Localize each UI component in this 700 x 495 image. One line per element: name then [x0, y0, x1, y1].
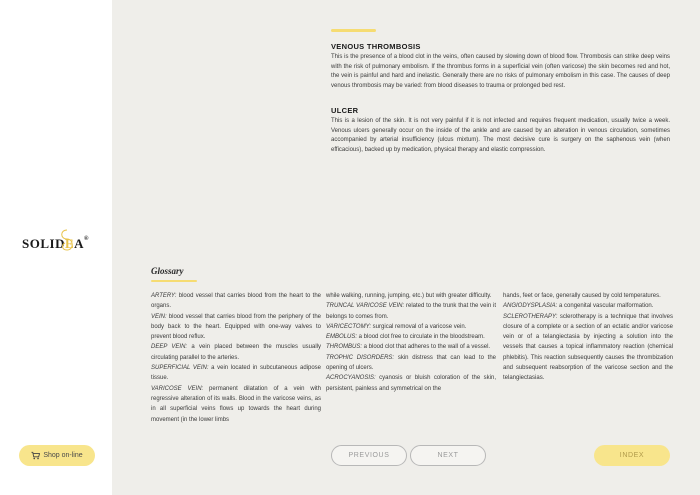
glossary-entry — [326, 322, 496, 332]
glossary-term: ACROCYANOSIS: — [326, 375, 376, 382]
glossary-entry — [151, 291, 321, 312]
glossary-column-3 — [503, 291, 673, 384]
glossary-term: EMBOLUS: — [326, 334, 358, 341]
glossary-entry — [151, 342, 321, 363]
glossary-entry — [503, 291, 673, 301]
glossary-term: TROPHIC DISORDERS: — [326, 354, 395, 361]
shop-online-button[interactable] — [19, 445, 95, 466]
glossary-definition: cyanosis or bluish coloration of the skin, persistent, painless and symmetrical on the — [326, 375, 496, 392]
glossary-definition: a vein located in subcutaneous adipose tissue. — [151, 365, 321, 382]
cart-icon — [31, 451, 40, 460]
glossary-definition: skin distress that can lead to the opening of ulcers. — [326, 354, 496, 372]
glossary-entry — [151, 312, 321, 343]
logo-text-prefix: SOLID — [22, 236, 65, 251]
glossary-rule — [151, 280, 197, 282]
glossary-entry — [503, 312, 673, 384]
glossary-entry — [326, 332, 496, 342]
previous-button[interactable]: PREVIOUS — [331, 445, 407, 466]
glossary-definition: while walking, running, jumping, etc.) but with greater difficulty. — [326, 293, 492, 299]
glossary-term: SUPERFICIAL VEIN: — [151, 365, 209, 372]
glossary-entry — [326, 342, 496, 352]
glossary-entry — [326, 373, 496, 394]
glossary-title: Glossary — [151, 266, 184, 276]
solidea-logo[interactable] — [22, 236, 89, 252]
glossary-definition: blood vessel that carries blood from the periphery of the body back to the heart. Equipped with one-way valves to prevent blood reflux. — [151, 313, 321, 341]
glossary-entry — [326, 291, 496, 301]
section-body: This is a lesion of the skin. It is not very painful if it is not infected and requires frequent medication, usually twice a week. Venous ulcers generally occur on the inside of the ankle and are caused by an alteration in venous circulation, sometimes accompanied by arterial insufficiency (ulcus mixtum). The most decisive cure is surgery on the saphenous vein (when efficacious), backed up by medication, physical therapy and elastic compression. — [331, 118, 670, 153]
section-title: VENOUS THROMBOSIS — [331, 42, 421, 51]
next-button[interactable]: NEXT — [410, 445, 486, 466]
glossary-definition: related to the trunk that the vein it belongs to comes from. — [326, 303, 496, 320]
index-button[interactable]: INDEX — [594, 445, 670, 466]
logo-swirl-icon — [56, 228, 78, 252]
shop-online-label: Shop on-line — [43, 452, 83, 459]
glossary-definition: a blood clot free to circulate in the bloodstream. — [357, 334, 485, 341]
logo-text-accent: E — [64, 236, 75, 251]
section-body: This is the presence of a blood clot in the veins, often caused by slowing down of blood flow. Thrombosis can strike deep veins with the risk of pulmonary embolism. If the thrombus forms in a superficial vein (often varicose) the skin becomes red and hot, the vein is painful and hard and inelastic. Generally there are no risks of pulmonary embolism in this case. The causes of deep venous thrombosis may be varied: from blood diseases to trauma or prolonged bed rest. — [331, 54, 670, 89]
glossary-term: THROMBUS: — [326, 344, 362, 351]
glossary-definition: sclerotherapy is a technique that involves closure of a complete or a section of an ectatic and/or varicose vein or of a telangiectasia by injecting a solution into the vessels that causes a topical inflammatory reaction (chemical phlebitis). This reaction subsequently causes the thrombization and subsequent reabsorption of the varicose section and the telangiectasias. — [503, 313, 673, 382]
logo-text-suffix: A — [74, 236, 85, 251]
section-ulcer — [331, 106, 670, 155]
glossary-entry — [151, 384, 321, 425]
section-venous-thrombosis — [331, 42, 670, 91]
registered-mark: ® — [84, 236, 90, 242]
glossary-term: SCLEROTHERAPY: — [503, 313, 558, 320]
glossary-definition: permanent dilatation of a vein with regressive alteration of its walls. Blood in the varicose veins, as in all superficial veins flows up towards the heart during movement (in the lower limbs — [151, 385, 321, 423]
glossary-definition: a vein placed between the muscles usually circulating parallel to the arteries. — [151, 344, 321, 361]
glossary-term: VARICOSE VEIN: — [151, 385, 204, 392]
glossary-definition: blood vessel that carries blood from the heart to the organs. — [151, 293, 321, 310]
glossary-term: DEEP VEIN: — [151, 344, 188, 351]
glossary-entry — [151, 363, 321, 384]
glossary-term: ARTERY: — [151, 293, 177, 299]
glossary-term: TRUNCAL VARICOSE VEIN: — [326, 303, 405, 310]
glossary-term: VARICECTOMY: — [326, 323, 372, 330]
glossary-entry — [326, 301, 496, 322]
glossary-definition: a blood clot that adheres to the wall of a vessel. — [362, 344, 491, 351]
glossary-entry — [326, 353, 496, 374]
glossary-definition: hands, feet or face, generally caused by cold temperatures. — [503, 293, 661, 299]
glossary-entry — [503, 301, 673, 311]
glossary-column-2 — [326, 291, 496, 394]
sidebar — [0, 0, 112, 495]
accent-rule-top — [331, 29, 376, 32]
glossary-definition: surgical removal of a varicose vein. — [371, 323, 467, 330]
glossary-definition: a congenital vascular malformation. — [557, 303, 654, 310]
glossary-term: ANGIODYSPLASIA: — [503, 303, 558, 310]
section-title: ULCER — [331, 106, 359, 115]
glossary-column-1 — [151, 291, 321, 425]
glossary-term: VEIN: — [151, 313, 167, 320]
